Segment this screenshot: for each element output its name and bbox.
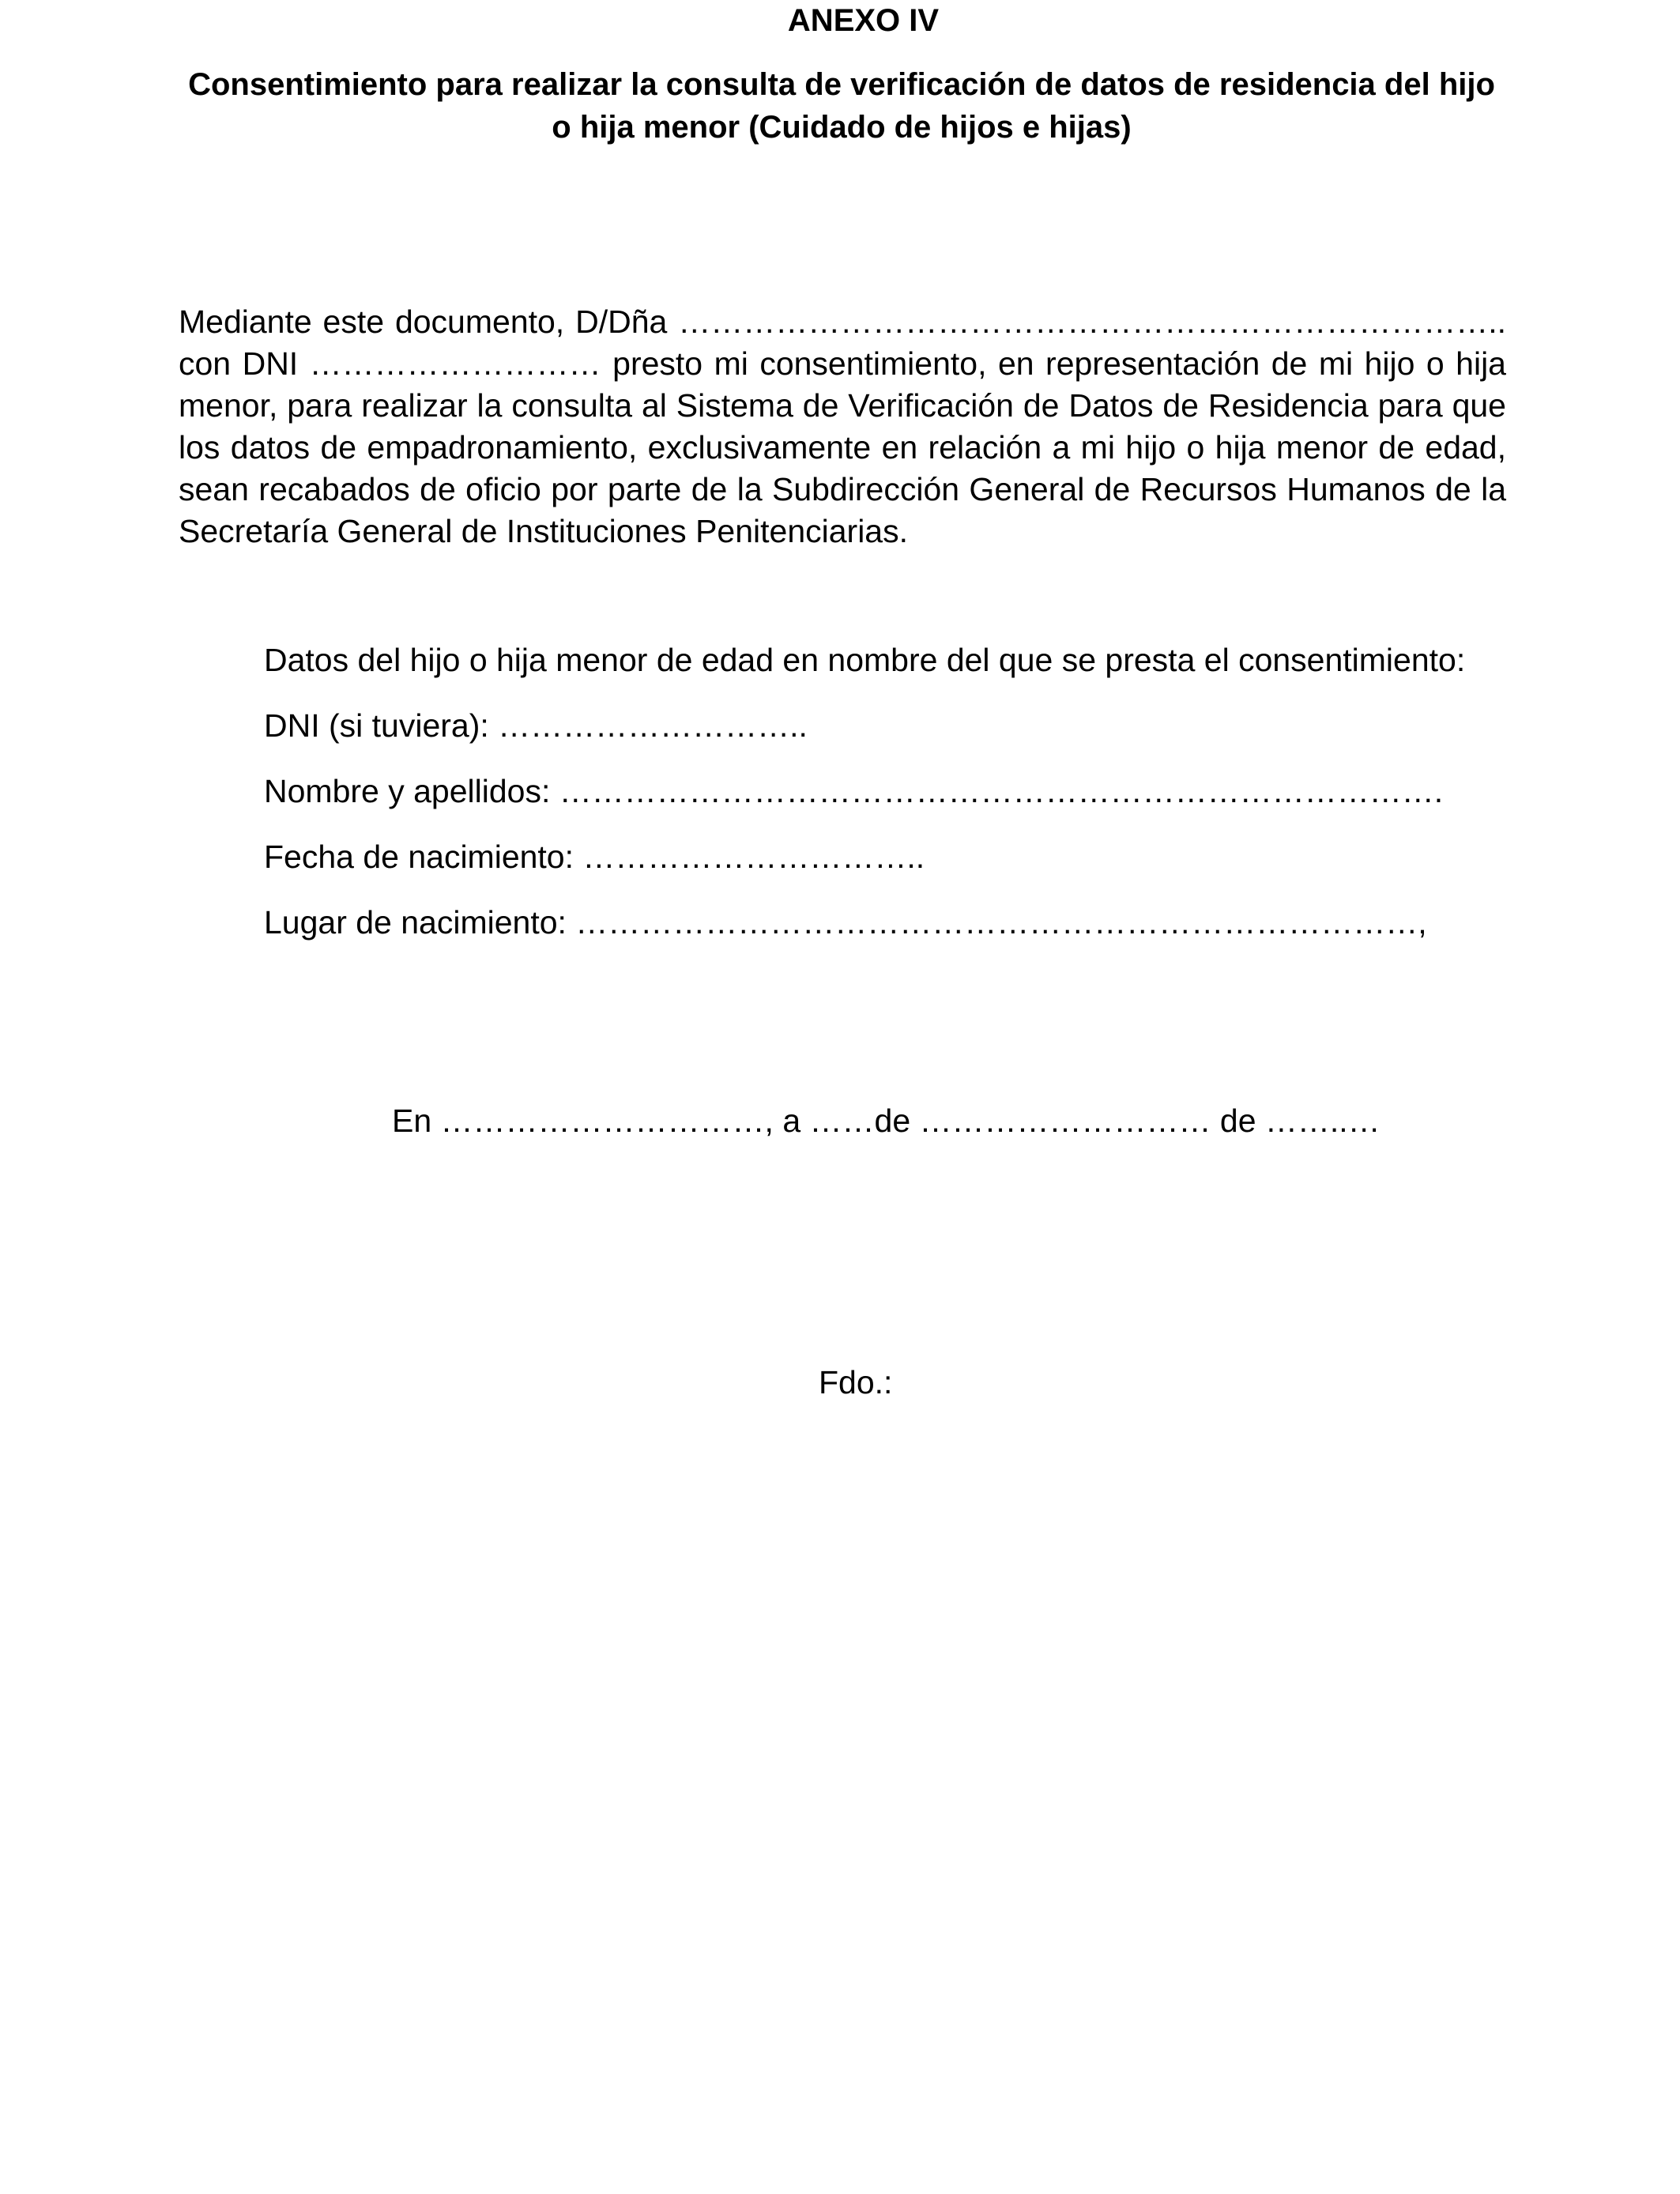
- document-subtitle: Consentimiento para realizar la consulta de verificación de datos de residencia del hijo o hija menor (Cuidado de hijos e hijas): [188, 67, 1495, 145]
- child-name-line: Nombre y apellidos: ……………………………………………………………………….: [264, 773, 1444, 809]
- place-date-line: En …………………………, a ……de ……………………… de ……..…: [392, 1103, 1381, 1139]
- child-dni-line: DNI (si tuviera): ………………………..: [264, 707, 808, 744]
- signature-label: Fdo.:: [819, 1364, 893, 1400]
- child-birth-date-line: Fecha de nacimiento: …………………………..: [264, 839, 925, 875]
- child-birth-place-line: Lugar de nacimiento: ……………………………………………………………………,: [264, 904, 1427, 941]
- annex-title: ANEXO IV: [787, 3, 940, 38]
- consent-paragraph: Mediante este documento, D/Dña ………………………………………………………………….. con DNI ……………………… presto mi consentimiento, en representación de mi hijo o hija menor, para realizar la consulta al Sistema de Verificación de Datos de Residencia para que los datos de empadronamiento, exclusivamente en relación a mi hijo o hija menor de edad, sean recabados de oficio por parte de la Subdirección General de Recursos Humanos de la Secretaría General de Instituciones Penitenciarias.: [179, 303, 1506, 549]
- child-data-heading: Datos del hijo o hija menor de edad en nombre del que se presta el consentimiento:: [264, 642, 1466, 678]
- child-data-section: [264, 639, 1528, 967]
